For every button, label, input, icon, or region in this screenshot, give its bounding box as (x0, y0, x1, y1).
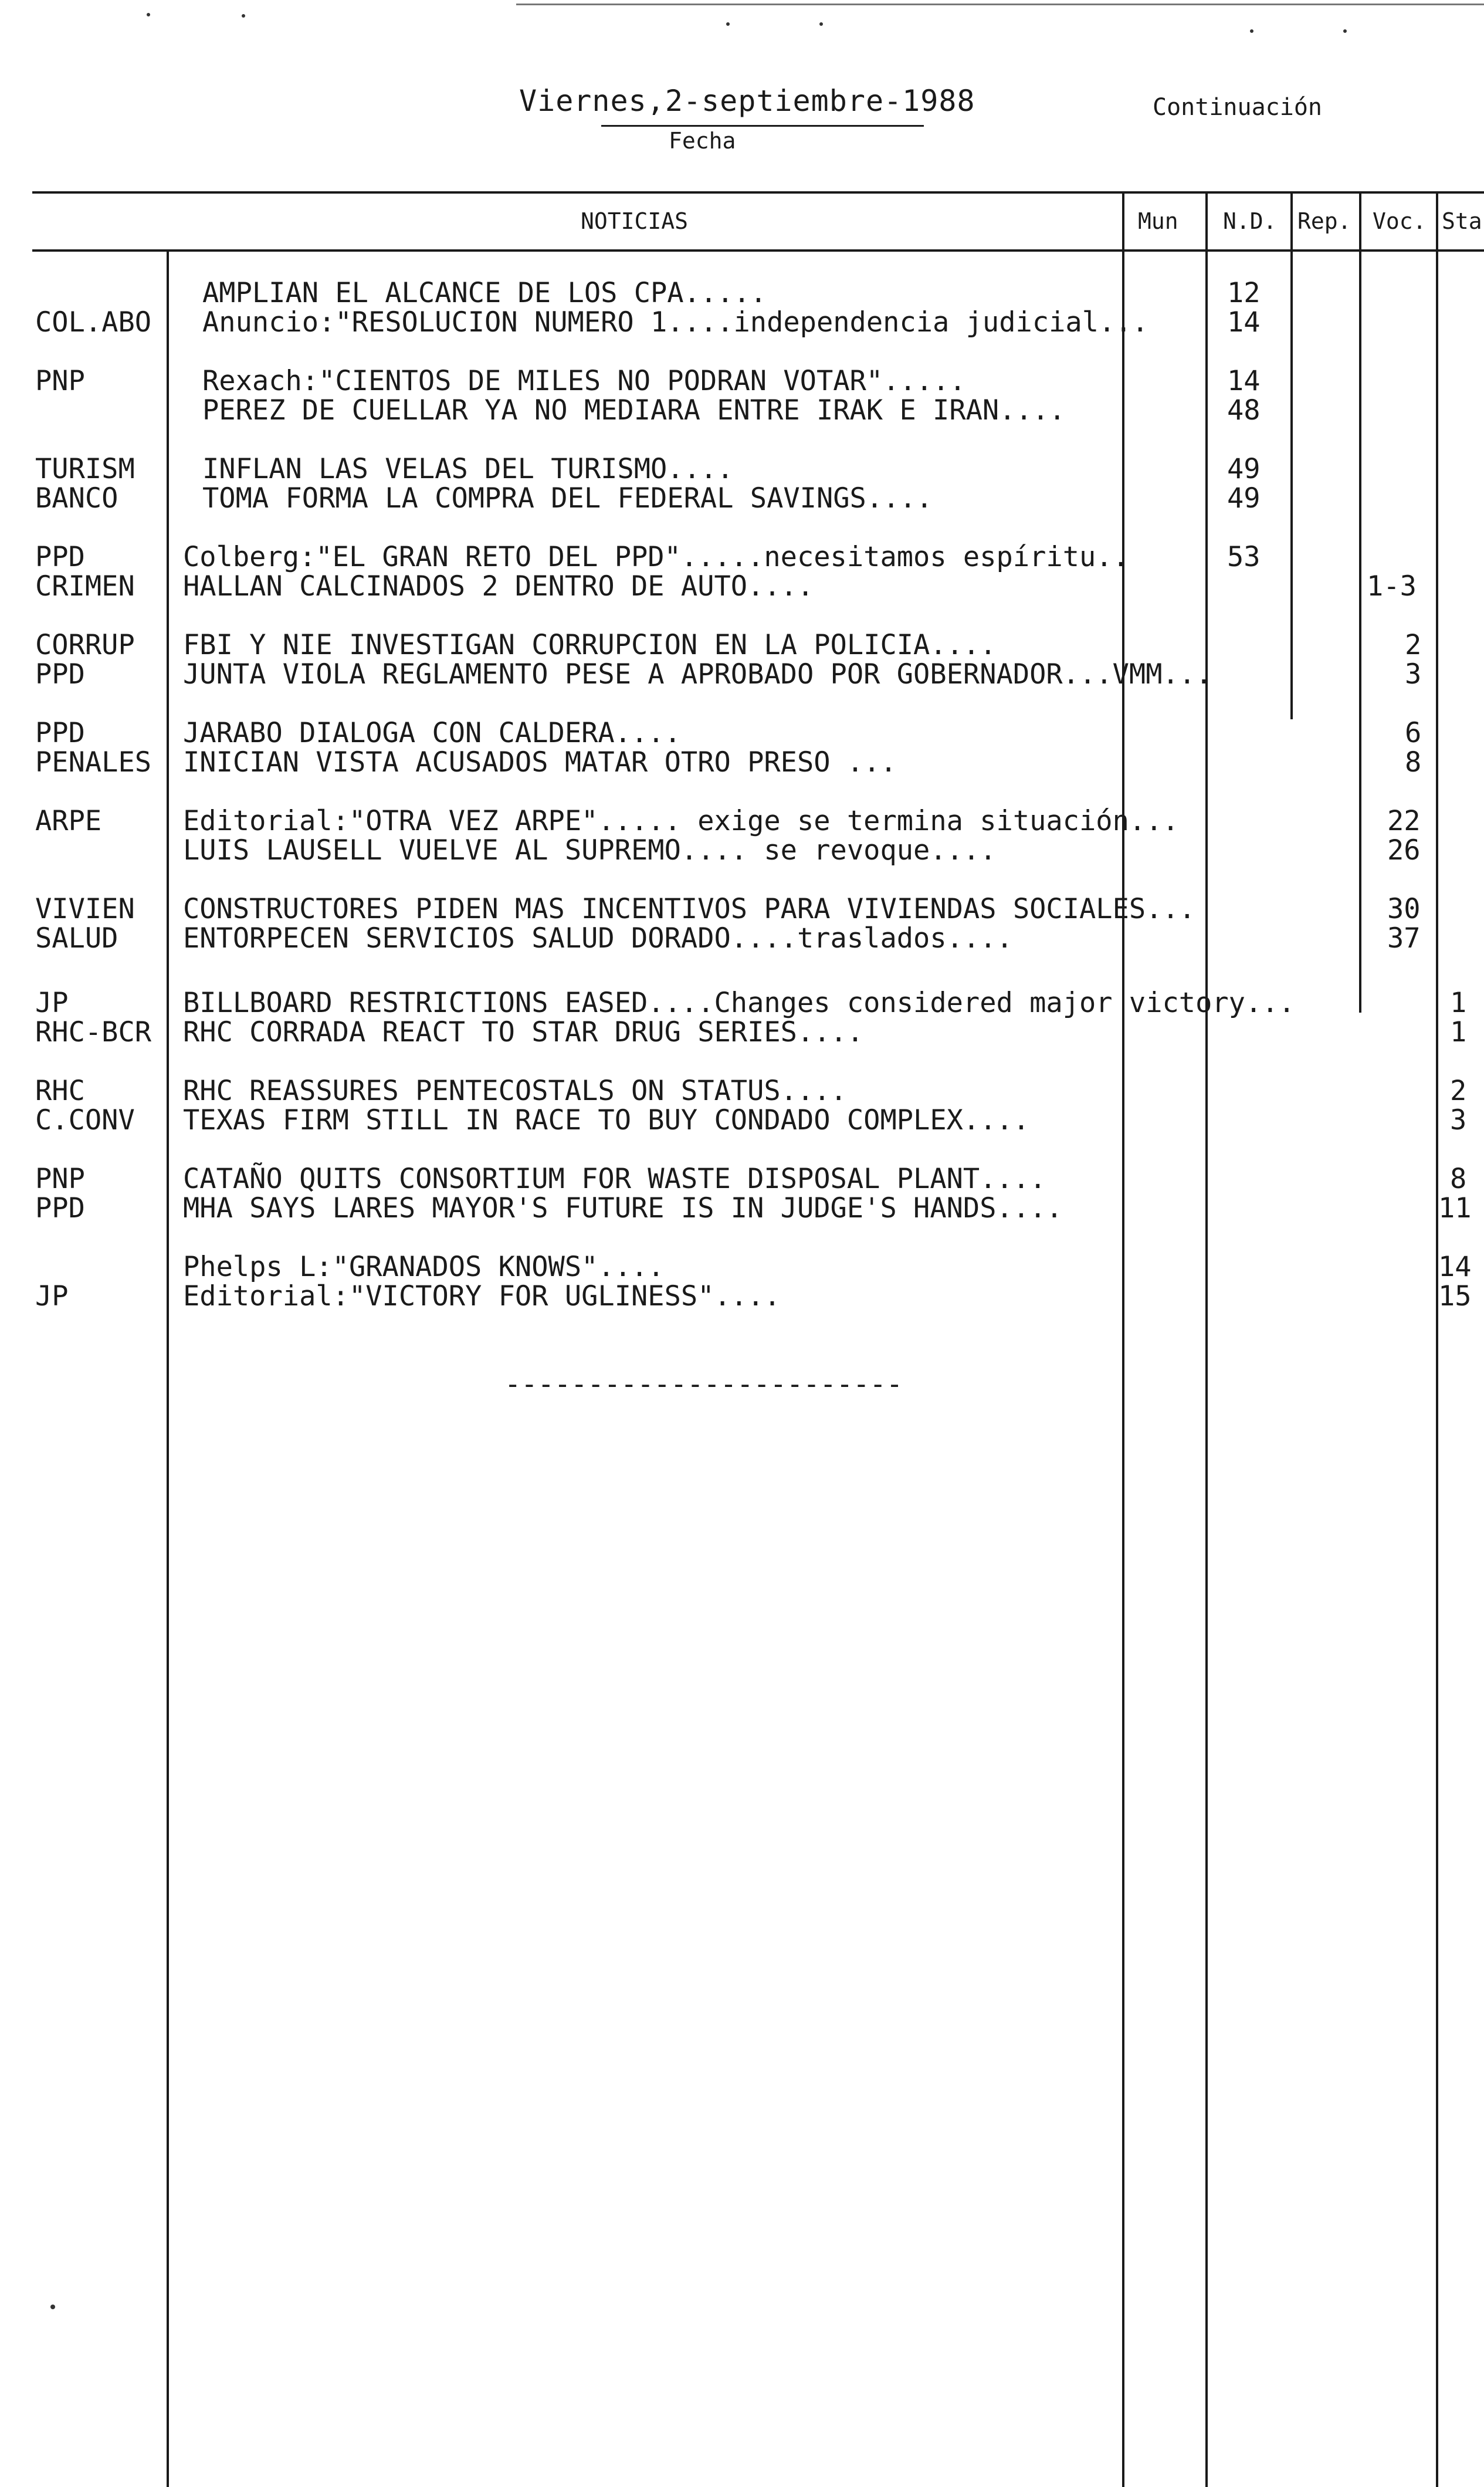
row-headline: FBI Y NIE INVESTIGAN CORRUPCION EN LA POLICIA.... (183, 629, 997, 661)
row-tag: PPD (35, 658, 85, 691)
row-sta: 1 (1450, 987, 1467, 1019)
speck (726, 22, 730, 26)
table-row (0, 543, 1484, 572)
row-nd: 48 (1227, 394, 1261, 427)
top-edge-line (516, 4, 1484, 5)
noticias-mun-divider (1122, 191, 1124, 2487)
row-voc: 22 (1387, 805, 1421, 837)
table-row (0, 367, 1484, 396)
table-row (0, 1253, 1484, 1282)
speck (147, 13, 150, 16)
row-tag: BANCO (35, 482, 118, 515)
row-headline: Editorial:"VICTORY FOR UGLINESS".... (183, 1280, 781, 1312)
table-row (0, 924, 1484, 953)
row-nd: 12 (1227, 277, 1261, 309)
table-row (0, 719, 1484, 748)
row-nd: 49 (1227, 453, 1261, 485)
row-sta: 1 (1450, 1016, 1467, 1048)
row-nd: 53 (1227, 541, 1261, 573)
row-headline: JARABO DIALOGA CON CALDERA.... (183, 717, 681, 749)
row-sta: 3 (1450, 1104, 1467, 1136)
table-row (0, 748, 1484, 777)
row-sta: 2 (1450, 1075, 1467, 1107)
row-tag: PPD (35, 717, 85, 749)
row-headline: JUNTA VIOLA REGLAMENTO PESE A APROBADO POR GOBERNADOR...VMM... (183, 658, 1212, 691)
row-headline: Phelps L:"GRANADOS KNOWS".... (183, 1251, 665, 1283)
row-voc: 2 (1405, 629, 1422, 661)
speck (242, 14, 245, 18)
row-tag: PENALES (35, 746, 152, 779)
voc-sta-divider (1436, 191, 1438, 2487)
row-sta: 11 (1438, 1192, 1472, 1224)
table-row (0, 1194, 1484, 1223)
date-underline (601, 125, 924, 127)
row-headline: TOMA FORMA LA COMPRA DEL FEDERAL SAVINGS.... (202, 482, 933, 515)
row-headline: Anuncio:"RESOLUCION NUMERO 1....independencia judicial... (202, 306, 1148, 339)
row-voc: 1-3 (1367, 570, 1417, 603)
row-nd: 14 (1227, 306, 1261, 339)
row-headline: INFLAN LAS VELAS DEL TURISMO.... (202, 453, 734, 485)
row-headline: PEREZ DE CUELLAR YA NO MEDIARA ENTRE IRAK E IRAN.... (202, 394, 1066, 427)
table-top-rule (32, 191, 1484, 194)
column-header-voc: Voc. (1373, 208, 1427, 234)
speck (50, 2305, 55, 2309)
row-headline: RHC REASSURES PENTECOSTALS ON STATUS.... (183, 1075, 847, 1107)
column-header-nd: N.D. (1223, 208, 1277, 234)
row-voc: 30 (1387, 893, 1421, 925)
row-headline: Editorial:"OTRA VEZ ARPE"..... exige se termina situación... (183, 805, 1179, 837)
table-row (0, 660, 1484, 689)
row-headline: HALLAN CALCINADOS 2 DENTRO DE AUTO.... (183, 570, 814, 603)
table-row (0, 807, 1484, 836)
row-voc: 37 (1387, 922, 1421, 955)
row-nd: 14 (1227, 365, 1261, 397)
row-headline: ENTORPECEN SERVICIOS SALUD DORADO....traslados.... (183, 922, 1013, 955)
row-tag: TURISM (35, 453, 135, 485)
row-voc: 6 (1405, 717, 1422, 749)
table-row (0, 1077, 1484, 1106)
column-header-sta: Sta (1442, 208, 1482, 234)
row-tag: RHC-BCR (35, 1016, 152, 1048)
row-headline: LUIS LAUSELL VUELVE AL SUPREMO.... se revoque.... (183, 834, 997, 867)
table-row (0, 396, 1484, 425)
table-row (0, 836, 1484, 865)
row-voc: 26 (1387, 834, 1421, 867)
column-header-mun: Mun (1138, 208, 1178, 234)
table-row (0, 455, 1484, 484)
row-headline: CATAÑO QUITS CONSORTIUM FOR WASTE DISPOSAL PLANT.... (183, 1163, 1046, 1195)
row-headline: Rexach:"CIENTOS DE MILES NO PODRAN VOTAR"..... (202, 365, 966, 397)
row-tag: PPD (35, 1192, 85, 1224)
date-label: Fecha (669, 128, 736, 154)
speck (1250, 29, 1253, 33)
table-row (0, 895, 1484, 924)
row-tag: PPD (35, 541, 85, 573)
row-tag: RHC (35, 1075, 85, 1107)
row-headline: BILLBOARD RESTRICTIONS EASED....Changes considered major victory... (183, 987, 1295, 1019)
row-tag: COL.ABO (35, 306, 152, 339)
row-headline: MHA SAYS LARES MAYOR'S FUTURE IS IN JUDGE'S HANDS.... (183, 1192, 1063, 1224)
row-nd: 49 (1227, 482, 1261, 515)
row-tag: PNP (35, 365, 85, 397)
table-row (0, 1282, 1484, 1311)
column-header-rep: Rep. (1297, 208, 1351, 234)
row-sta: 14 (1438, 1251, 1472, 1283)
row-sta: 8 (1450, 1163, 1467, 1195)
row-tag: JP (35, 1280, 69, 1312)
speck (1343, 29, 1347, 33)
mun-nd-divider (1205, 191, 1208, 2487)
table-row (0, 484, 1484, 513)
column-header-noticias: NOTICIAS (581, 208, 689, 234)
row-headline: RHC CORRADA REACT TO STAR DRUG SERIES.... (183, 1016, 864, 1048)
row-tag: JP (35, 987, 69, 1019)
table-row (0, 1165, 1484, 1194)
row-headline: INICIAN VISTA ACUSADOS MATAR OTRO PRESO ... (183, 746, 897, 779)
row-voc: 3 (1405, 658, 1422, 691)
table-row (0, 631, 1484, 660)
table-row (0, 1018, 1484, 1047)
row-tag: ARPE (35, 805, 102, 837)
table-row (0, 572, 1484, 601)
table-header-rule (32, 249, 1484, 252)
table-row (0, 1106, 1484, 1135)
row-tag: CORRUP (35, 629, 135, 661)
table-row (0, 989, 1484, 1018)
row-tag: PNP (35, 1163, 85, 1195)
row-headline: Colberg:"EL GRAN RETO DEL PPD".....necesitamos espíritu.. (183, 541, 1129, 573)
row-tag: SALUD (35, 922, 118, 955)
row-tag: C.CONV (35, 1104, 135, 1136)
row-tag: VIVIEN (35, 893, 135, 925)
row-headline: AMPLIAN EL ALCANCE DE LOS CPA..... (202, 277, 767, 309)
row-headline: TEXAS FIRM STILL IN RACE TO BUY CONDADO COMPLEX.... (183, 1104, 1030, 1136)
speck (819, 22, 823, 26)
row-headline: CONSTRUCTORES PIDEN MAS INCENTIVOS PARA VIVIENDAS SOCIALES... (183, 893, 1196, 925)
table-row (0, 279, 1484, 308)
report-date: Viernes,2-septiembre-1988 (519, 84, 975, 118)
end-separator: ------------------------ (504, 1368, 903, 1400)
row-voc: 8 (1405, 746, 1422, 779)
row-tag: CRIMEN (35, 570, 135, 603)
row-sta: 15 (1438, 1280, 1472, 1312)
table-row (0, 308, 1484, 337)
continuation-label: Continuación (1153, 94, 1322, 121)
